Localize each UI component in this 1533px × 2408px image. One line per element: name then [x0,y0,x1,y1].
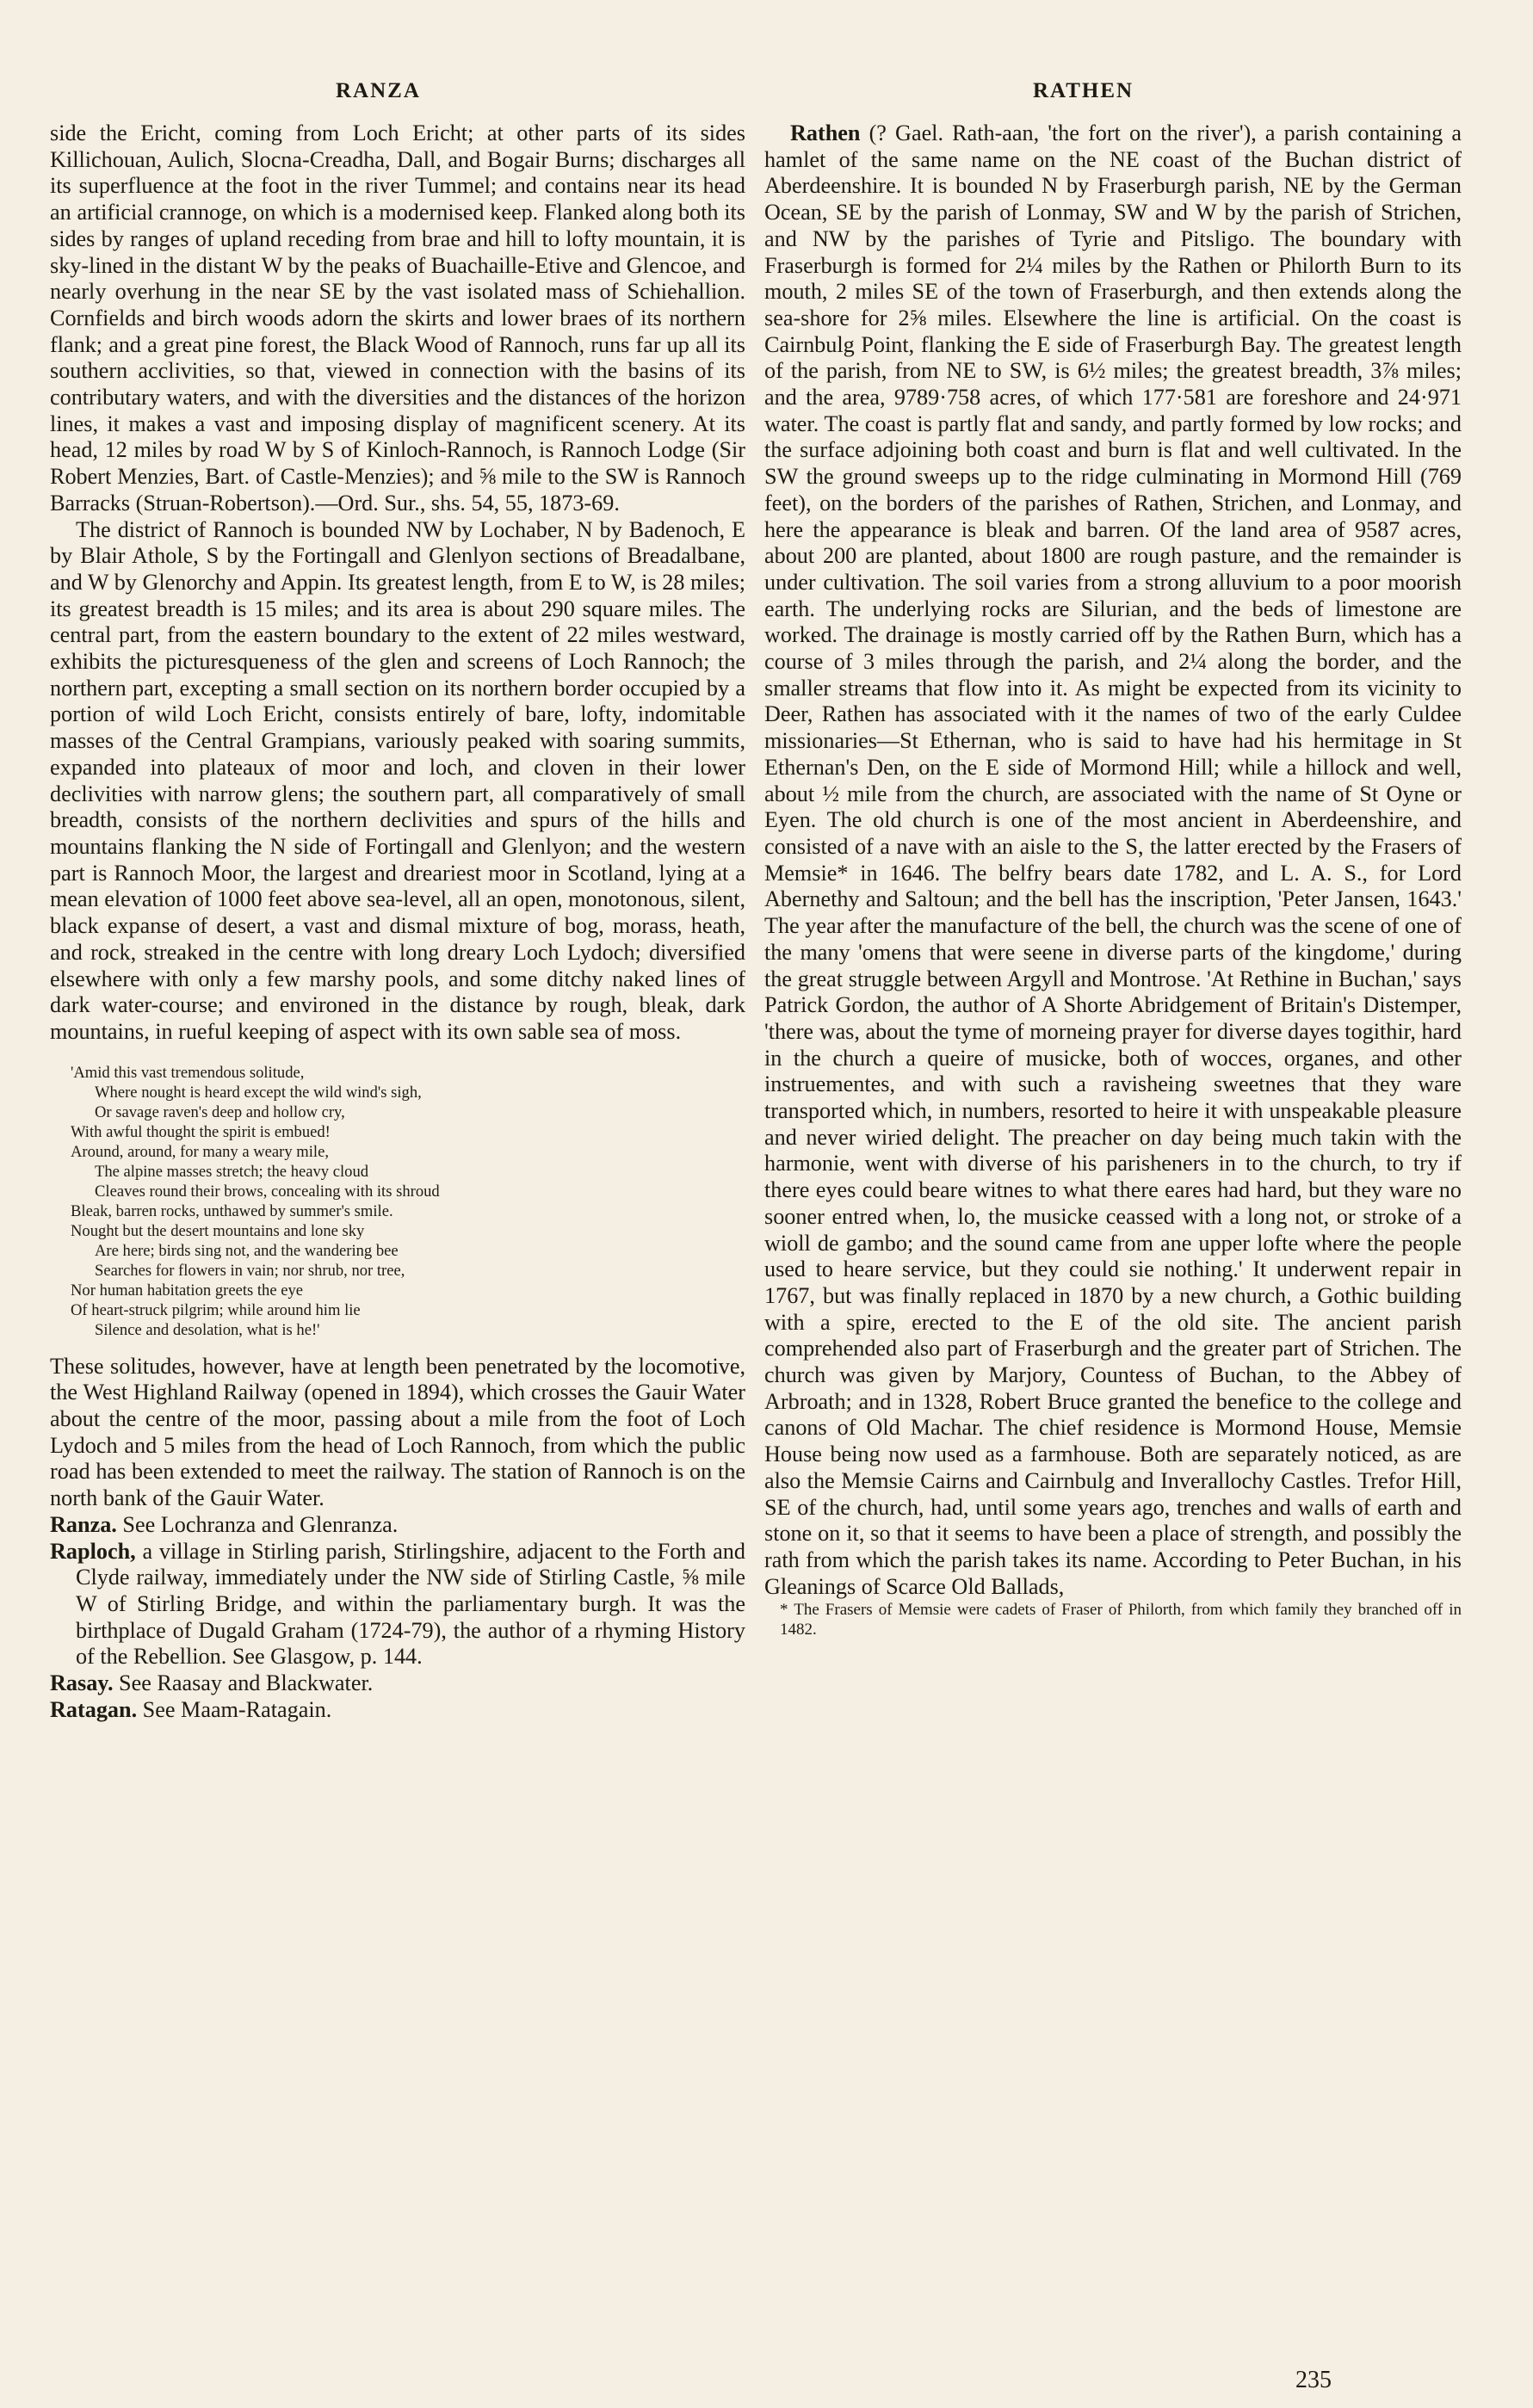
entry-heading: Rathen [790,120,861,145]
right-column [764,120,1462,1639]
poem-line: With awful thought the spirit is embued! [71,1122,331,1141]
paragraph-loch-rannoch: side the Ericht, coming from Loch Ericht; at other parts of its sides Killichouan, Aulich, Slocna-Creadha, Dall, and Bogair Burns; discharges all its superfluence at the foot in the river Tummel; and contains near its head an artificial crannoge, on which is a modernised keep. Flanked along both its sides by ranges of upland receding from brae and hill to lofty mountain, it is sky-lined in the distant W by the peaks of Buachaille-Etive and Glencoe, and nearly overhung in the near SE by the vast isolated mass of Schiehallion. Cornfields and birch woods adorn the skirts and lower braes of its northern flank; and a great pine forest, the Black Wood of Rannoch, runs far up all its southern acclivities, so that, viewed in connection with the basins of its contributary waters, and with the diversities and the distances of the horizon lines, it makes a vast and imposing display of magnificent scenery. At its head, 12 miles by road W by S of Kinloch-Rannoch, is Rannoch Lodge (Sir Robert Menzies, Bart. of Castle-Menzies); and ⅝ mile to the SW is Rannoch Barracks (Struan-Robertson).—Ord. Sur., shs. 54, 55, 1873-69. [50,120,745,516]
poem-line: 'Amid this vast tremendous solitude, [71,1063,305,1082]
entry-heading: Rasay. [50,1670,114,1696]
entry-text: (? Gael. Rath-aan, 'the fort on the river'), a parish containing a hamlet of the same name on the NE coast of the Buchan district of Aberdeenshire. It is bounded N by Fraserburgh parish, NE by the German Ocean, SE by the parish of Lonmay, SW and W by the parish of Strichen, and NW by the parishes of Tyrie and Pitsligo. The boundary with Fraserburgh is formed for 2¼ miles by the Rathen or Philorth Burn to its mouth, 2 miles SE of the town of Fraserburgh, and then extends along the sea-shore for 2⅝ miles. Elsewhere the line is artificial. On the coast is Cairnbulg Point, flanking the E side of Fraserburgh Bay. The greatest length of the parish, from NE to SW, is 6½ miles; the greatest breadth, 3⅞ miles; and the area, 9789·758 acres, of which 177·581 are foreshore and 24·971 water. The coast is partly flat and sandy, and partly formed by low rocks; and the surface adjoining both coast and burn is flat and well cultivated. In the SW the ground sweeps up to the ridge culminating in Mormond Hill (769 feet), on the borders of the parishes of Rathen, Strichen, and Lonmay, and here the appearance is bleak and barren. Of the land area of 9587 acres, about 200 are planted, about 1800 are rough pasture, and the remainder is under cultivation. The soil varies from a strong alluvium to a poor moorish earth. The underlying rocks are Silurian, and the beds of limestone are worked. The drainage is mostly carried off by the Rathen Burn, which has a course of 3 miles through the parish, and 2¼ along the border, and the smaller streams that flow into it. As might be expected from its vicinity to Deer, Rathen has associated with it the names of two of the early Culdee missionaries—St Ethernan, who is said to have had his hermitage in St Ethernan's Den, on the E side of Mormond Hill; while a hillock and well, about ½ mile from the church, are associated with the name of St Oyne or Eyen. The old church is one of the most ancient in Aberdeenshire, and consisted of a nave with an aisle to the S, the latter erected by the Frasers of Memsie* in 1646. The belfry bears date 1782, and L. A. S., for Lord Abernethy and Saltoun; and the bell has the inscription, 'Peter Jansen, 1643.' The year after the manufacture of the bell, the church was the scene of one of the many 'omens that were seene in diverse parts of the kingdome,' during the great struggle between Argyll and Montrose. 'At Rethine in Buchan,' says Patrick Gordon, the author of A Shorte Abridgement of Britain's Distemper, 'there was, about the tyme of morneing prayer for diverse dayes togithir, hard in the church a queire of musicke, both of wocces, organes, and other instruementes, and with such a ravisheing sweetnes that they ware transported which, in numbers, resorted to heire it with unspeakable pleasure and never wiried delight. The preacher on day being much takin with the harmonie, went with diverse of his parisheners in to the church, to try if there eyes could beare witnes to what there eares had hard, but they ware no sooner entred when, lo, the musicke ceassed with a long not, or stroke of a wioll de gambo; and the sound came from ane upper lofte where the people used to heare service, but they could sie nothing.' It underwent repair in 1767, but was finally replaced in 1870 by a new church, a Gothic building with a spire, erected to the E of the old site. The ancient parish comprehended also part of Fraserburgh and the greater part of Strichen. The church was given by Marjory, Countess of Buchan, to the Abbey of Arbroath; and in 1328, Robert Bruce granted the benefice to the college and canons of Old Machar. The chief residence is Mormond House, Memsie House being now used as a farmhouse. Both are separately noticed, as are also the Memsie Cairns and Cairnbulg and Inverallochy Castles. Trefor Hill, SE of the church, had, until some years ago, trenches and walls of earth and stone on it, so that it seems to have been a place of strength, and possibly the rath from which the parish takes its name. According to Peter Buchan, in his Gleanings of Scarce Old Ballads, [764,120,1462,1599]
poem-line: The alpine masses stretch; the heavy cloud [95,1162,369,1181]
entry-ranza [50,1512,745,1539]
poem-quotation [71,1063,745,1340]
running-head-right: RATHEN [1033,79,1134,102]
poem-line: Cleaves round their brows, concealing with its shroud [95,1182,440,1201]
footnote: * The Frasers of Memsie were cadets of Fraser of Philorth, from which family they branched off in 1482. [780,1601,1462,1639]
entry-ratagan [50,1697,745,1724]
poem-line: Are here; birds sing not, and the wandering bee [95,1241,399,1260]
entry-heading: Ratagan. [50,1696,138,1722]
entry-text: See Lochranza and Glenranza. [116,1511,399,1537]
entry-heading: Ranza. [50,1511,117,1537]
paragraph-rannoch-district: The district of Rannoch is bounded NW by Lochaber, N by Badenoch, E by Blair Athole, S by the Fortingall and Glenlyon sections of Breadalbane, and W by Glenorchy and Appin. Its greatest length, from E to W, is 28 miles; its greatest breadth is 15 miles; and its area is about 290 square miles. The central part, from the eastern boundary to the extent of 22 miles westward, exhibits the picturesqueness of the glen and screens of Loch Rannoch; the northern part, excepting a small section on its northern border occupied by a portion of wild Loch Ericht, consists entirely of bare, lofty, indomitable masses of the Central Grampians, variously peaked with soaring summits, expanded into plateaux of moor and loch, and cloven in their lower declivities with narrow glens; the southern part, all comparatively of small breadth, consists of the northern declivities and spurs of the hills and mountains flanking the N side of Fortingall and Glenlyon; and the western part is Rannoch Moor, the largest and dreariest moor in Scotland, lying at a mean elevation of 1000 feet above sea-level, all an open, monotonous, silent, black expanse of desert, a vast and dismal mixture of bog, morass, heath, and rock, streaked in the centre with long dreary Loch Lydoch; diversified elsewhere with only a few marshy pools, and some ditchy naked lines of dark water-course; and environed in the distance by rough, bleak, dark mountains, in rueful keeping of aspect with its own sable sea of moss. [50,516,745,1044]
poem-line: Or savage raven's deep and hollow cry, [95,1102,345,1121]
poem-line: Where nought is heard except the wild wind's sigh, [95,1083,422,1102]
entry-raploch [50,1539,745,1671]
entry-rasay [50,1670,745,1697]
poem-line: Nor human habitation greets the eye [71,1281,304,1300]
poem-line: Bleak, barren rocks, unthawed by summer's smile. [71,1201,393,1220]
entry-text: See Maam-Ratagain. [137,1696,332,1722]
running-head-left: RANZA [336,79,421,102]
entry-heading: Raploch, [50,1538,136,1564]
poem-line: Nought but the desert mountains and lone sky [71,1221,365,1240]
entry-text: a village in Stirling parish, Stirlingshire, adjacent to the Forth and Clyde railway, immediately under the NW side of Stirling Castle, ⅝ mile W of Stirling Bridge, and within the parliamentary burgh. It was the birthplace of Dugald Graham (1724-79), the author of a rhyming History of the Rebellion. See Glasgow, p. 144. [76,1538,745,1670]
page-number: 235 [1295,2367,1332,2393]
entry-rathen [764,120,1462,1600]
poem-line: Silence and desolation, what is he!' [95,1320,320,1339]
poem-line: Around, around, for many a weary mile, [71,1142,329,1161]
poem-line: Of heart-struck pilgrim; while around him lie [71,1300,361,1319]
entry-text: See Raasay and Blackwater. [113,1670,374,1696]
left-column [50,120,745,1723]
poem-line: Searches for flowers in vain; nor shrub, nor tree, [95,1261,405,1280]
paragraph-railway: These solitudes, however, have at length been penetrated by the locomotive, the West Highland Railway (opened in 1894), which crosses the Gauir Water about the centre of the moor, passing about a mile from the foot of Loch Lydoch and 5 miles from the head of Loch Rannoch, from which the public road has been extended to meet the railway. The station of Rannoch is on the north bank of the Gauir Water. [50,1353,745,1511]
